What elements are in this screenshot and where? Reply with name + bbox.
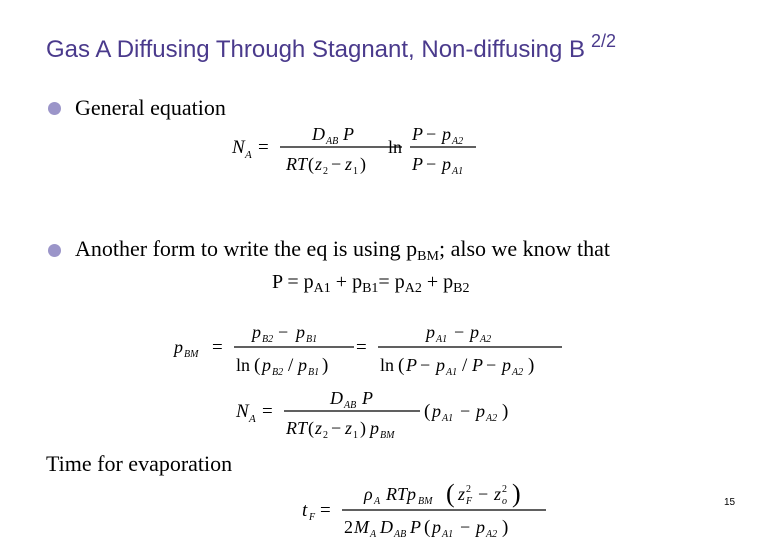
bullet-text: Another form to write the eq is using $p_{BM}$; also we know that [75,236,611,264]
svg-text:A2: A2 [480,334,492,345]
svg-text:D: D [330,388,343,408]
svg-text:): ) [528,355,535,376]
svg-text:B1: B1 [306,334,318,345]
svg-text:AB: AB [344,400,357,411]
svg-text:z: z [458,484,466,504]
slide-title [46,31,617,64]
svg-text:−: − [460,517,471,537]
svg-text:z: z [345,154,353,174]
svg-text:BM: BM [184,349,199,360]
svg-text:p: p [370,418,379,438]
svg-text:ρ: ρ [364,484,373,504]
bullet-text: General equation [75,95,226,120]
svg-text:z: z [315,418,323,438]
svg-text:2: 2 [466,484,471,495]
svg-text:A2: A2 [486,529,498,540]
svg-text:BM: BM [418,496,433,507]
svg-text:−: − [460,401,471,421]
svg-text:1: 1 [353,430,358,441]
svg-text:ln: ln [388,137,403,157]
bullet-dot-icon [48,244,61,257]
svg-text:A2: A2 [452,136,464,147]
title-page-fraction: 2/2 [591,31,617,51]
svg-text:A: A [374,496,381,507]
svg-text:AB: AB [326,136,339,147]
svg-text:P: P [412,154,423,174]
svg-text:(: ( [308,154,314,174]
equation-p-bm [172,316,572,380]
svg-text:−: − [426,154,437,174]
svg-text:=: = [212,337,223,358]
svg-text:B1: B1 [308,367,320,378]
svg-text:N: N [232,137,245,158]
svg-text:p: p [432,401,441,421]
svg-text:p: p [262,355,271,375]
svg-text:z: z [315,154,323,174]
svg-text:−: − [486,355,497,375]
svg-text:A1: A1 [442,529,454,540]
svg-text:p: p [296,322,305,342]
equation-time-evaporation [300,474,560,540]
svg-text:o: o [502,496,507,507]
pressure-relation: $P = p_{A1} + p_{B1}= p_{A2} + p_{B2}$ [272,271,470,296]
svg-text:): ) [360,418,366,438]
svg-text:p: p [426,322,435,342]
svg-text:−: − [278,322,289,342]
svg-text:p: p [298,355,307,375]
svg-text:D: D [312,124,325,144]
svg-text:P: P [412,124,423,144]
svg-text:−: − [331,154,342,174]
svg-text:−: − [420,355,431,375]
equation-flux-general [230,118,490,180]
svg-text:p: p [252,322,261,342]
svg-text:p: p [476,401,485,421]
svg-text:RT: RT [286,418,308,438]
svg-text:A1: A1 [452,166,464,177]
bullet-dot-icon [48,102,61,115]
svg-text:F: F [309,512,316,523]
svg-text:M: M [354,517,369,537]
svg-text:(: ( [254,355,261,376]
svg-text:(: ( [446,479,455,508]
page-number: 15 [724,497,736,508]
svg-text:ln: ln [380,355,395,375]
bullet-another-form [48,236,610,265]
svg-text:D: D [380,517,393,537]
svg-text:p: p [442,124,451,144]
svg-text:B2: B2 [262,334,274,345]
svg-text:p: p [502,355,511,375]
svg-text:z: z [494,484,502,504]
svg-text:P: P [362,388,373,408]
svg-text:(: ( [398,355,405,376]
svg-text:A: A [245,149,252,161]
svg-text:A: A [249,413,256,425]
svg-text:/: / [288,355,294,376]
equation-flux-pbm [234,384,534,444]
svg-text:N: N [236,401,249,422]
svg-text:−: − [426,124,437,144]
svg-text:P: P [410,517,421,537]
svg-text:p: p [470,322,479,342]
svg-text:t: t [302,500,308,521]
svg-text:−: − [331,418,342,438]
svg-text:P: P [343,124,354,144]
svg-text:p: p [432,517,441,537]
svg-text:=: = [262,401,273,422]
svg-text:F: F [466,496,473,507]
svg-text:BM: BM [380,430,395,441]
svg-text:/: / [462,355,468,376]
svg-text:): ) [512,479,521,508]
svg-text:): ) [322,355,329,376]
svg-text:p: p [436,355,445,375]
bullet-general-equation [48,95,226,121]
svg-text:z: z [345,418,353,438]
svg-text:A2: A2 [512,367,524,378]
svg-text:A1: A1 [446,367,458,378]
svg-text:p: p [442,154,451,174]
svg-text:A1: A1 [436,334,448,345]
svg-text:(: ( [308,418,314,438]
svg-text:(: ( [424,517,431,538]
svg-text:ln: ln [236,355,251,375]
svg-text:=: = [320,500,331,521]
svg-text:): ) [360,154,366,174]
svg-text:P: P [472,355,483,375]
svg-text:2: 2 [344,517,353,537]
svg-text:=: = [356,337,367,358]
svg-text:(: ( [424,401,431,422]
svg-text:): ) [502,517,509,538]
title-text: Gas A Diffusing Through Stagnant, Non-diffusing B [46,36,586,63]
svg-text:2: 2 [323,430,328,441]
svg-text:−: − [478,484,489,504]
svg-text:2: 2 [502,484,507,495]
svg-text:A: A [370,529,377,540]
svg-text:A2: A2 [486,413,498,424]
svg-text:AB: AB [394,529,407,540]
svg-text:B2: B2 [272,367,284,378]
svg-text:P: P [406,355,417,375]
svg-text:−: − [454,322,465,342]
time-for-evaporation-label: Time for evaporation [46,451,233,476]
svg-text:A1: A1 [442,413,454,424]
svg-text:p: p [476,517,485,537]
svg-text:p: p [174,337,183,357]
svg-text:=: = [258,137,269,158]
svg-text:1: 1 [353,166,358,177]
svg-text:): ) [502,401,509,422]
svg-text:RT: RT [286,154,308,174]
svg-text:RTp: RTp [386,484,417,504]
svg-text:2: 2 [323,166,328,177]
